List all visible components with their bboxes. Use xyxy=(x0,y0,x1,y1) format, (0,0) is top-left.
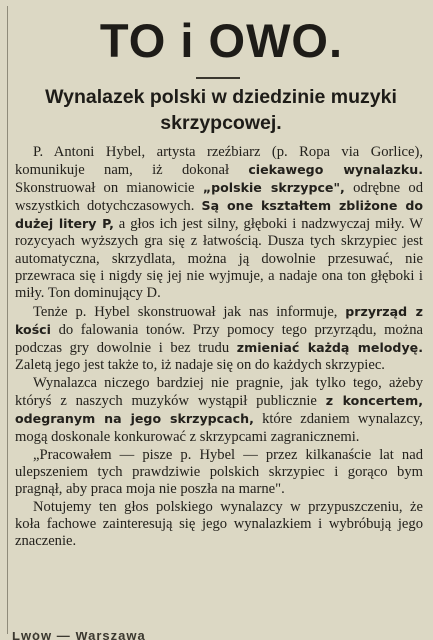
article-paragraph xyxy=(15,303,423,374)
body-text: P. Antoni Hybel, artysta rzeźbiarz (p. Ropa via Gorlice), komunikuje nam, iż dokonał xyxy=(15,144,423,179)
emphasized-text: „polskie skrzypce", xyxy=(202,180,345,196)
emphasized-text: przyrząd z kości xyxy=(15,303,423,337)
column-rule xyxy=(7,6,8,634)
article-body xyxy=(15,144,423,551)
body-text: Tenże p. Hybel skonstruował jak nas informuje, xyxy=(33,303,346,320)
article-paragraph xyxy=(15,375,423,445)
body-text: odrębne od wszystkich dotychczasowych. xyxy=(15,180,423,215)
next-article-heading-clipped: Lwów — Warszawa xyxy=(12,632,146,640)
emphasized-text: Są one kształtem zbliżone do dużej litery P, xyxy=(15,198,423,232)
emphasized-text: z koncertem, odegranym na jego skrzypcach, xyxy=(15,393,423,427)
emphasized-text: ciekawego wynalazku. xyxy=(248,162,423,178)
article-headline: Wynalazek polski w dziedzinie muzyki skrzypcowej. xyxy=(45,86,397,134)
body-text: Skonstruował on mianowicie xyxy=(15,180,203,197)
body-text: Notujemy ten głos polskiego wynalazcy w przypuszczeniu, że koła fachowe zainteresują się jego wynalazkiem i wybróbują jego znaczenie. xyxy=(15,498,423,550)
masthead-divider xyxy=(196,77,240,79)
article-paragraph xyxy=(15,499,423,550)
emphasized-text: zmieniać każdą melodyę. xyxy=(236,340,423,356)
body-text: a głos ich jest silny, głęboki i nadzwyczaj miły. W rozycyach wyższych gra się z łatwością. Dusza tych skrzypiec jest automatyczna, skrzydlata, można ją dowolnie przesuwać, nie przewraca się i nigdy się jej nie wyjmuje, a nadaje ona ton głęboki i miły. Ton dominujący D. xyxy=(15,216,423,301)
body-text: „Pracowałem — pisze p. Hybel — przez kilkanaście lat nad ulepszeniem tych prawdziwie polskich skrzypiec i gorąco bym pragnął, aby praca moja nie poszła na marne". xyxy=(15,446,423,497)
body-text: które zdaniem wynalazcy, mogą doskonale konkurować z skrzypcami zagranicznemi. xyxy=(15,411,423,445)
body-text: do falowania tonów. Przy pomocy tego przyrządu, można podczas gry dowolnie i bez trudu xyxy=(15,321,423,357)
body-text: Wynalazca niczego bardziej nie pragnie, jak tylko tego, ażeby któryś z naszych muzyków wystąpił publicznie xyxy=(15,375,423,410)
article-paragraph xyxy=(15,447,423,498)
article-paragraph xyxy=(15,144,423,302)
body-text: Zaletą jego jest także to, iż nadaje się on do każdych skrzypiec. xyxy=(15,357,385,374)
section-masthead: TO i OWO. xyxy=(99,14,344,67)
